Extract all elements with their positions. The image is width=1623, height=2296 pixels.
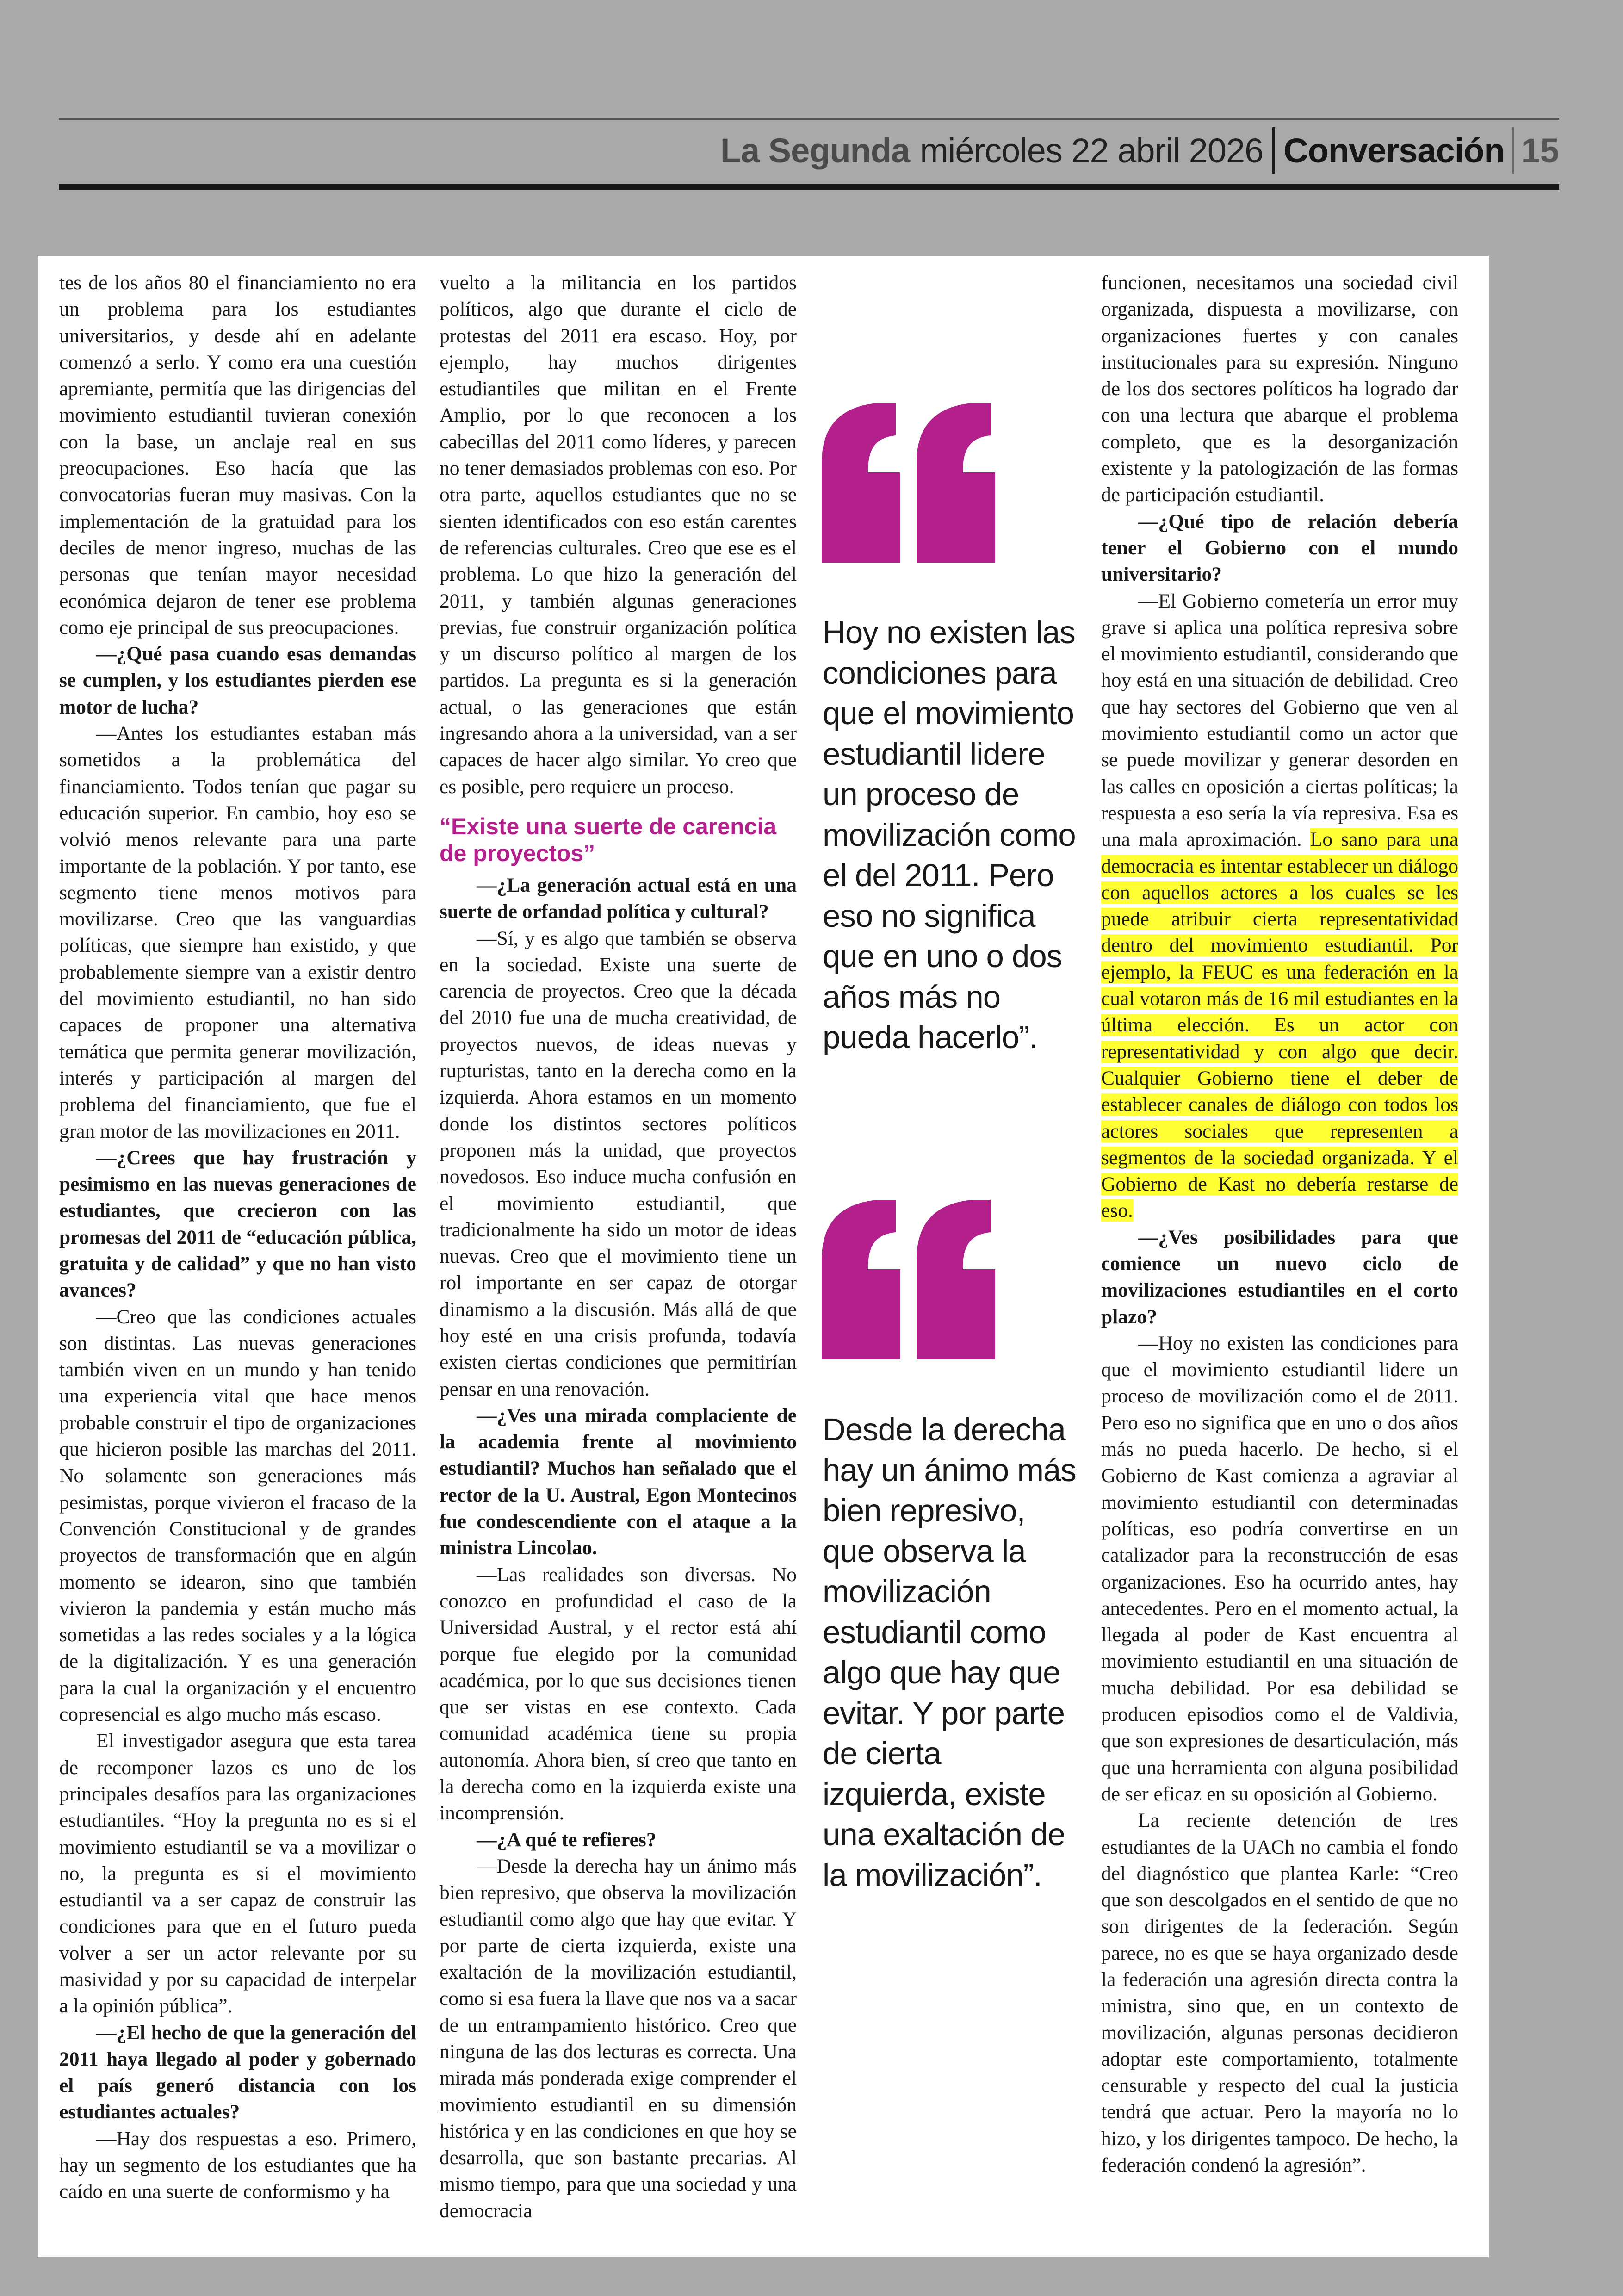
article-page	[38, 256, 1489, 2257]
highlighted-passage: Lo sano para una democracia es intentar establecer un diálogo con aquellos actores a los cuales se les puede atribuir cierta representatividad dentro del movimiento estudiantil. Por ejemplo, la FEUC es una federación en la cual votaron más de 16 mil estudiantes en la última elección. Es un actor con representatividad y con algo que decir. Cualquier Gobierno tiene el deber de establecer canales de diálogo con todos los actores sociales que representen a segmentos de la sociedad organizada. Y el Gobierno de Kast no debería restarse de eso.	[1101, 828, 1459, 1222]
body-paragraph: funcionen, necesitamos una sociedad civil organizada, dispuesta a movilizarse, con organizaciones fuertes y con canales institucionales para su expresión. Ninguno de los dos sectores políticos ha logrado dar con una lectura que abarque el problema completo, que es la desorganización existente y la patologización de las formas de participación estudiantil.	[1101, 272, 1458, 506]
publication-date: miércoles 22 abril 2026	[920, 131, 1264, 170]
page-number: 15	[1521, 131, 1559, 170]
masthead-divider-page	[1512, 127, 1514, 174]
interview-question: —¿Ves posibilidades para que comience un nuevo ciclo de movilizaciones estudiantiles en el corto plazo?	[1101, 1226, 1458, 1328]
pull-quote-2: Desde la derecha hay un ánimo más bien represivo, que observa la movilización estudiantil como algo que hay que evitar. Y por parte de cierta izquierda, existe una exaltación de la movilización”.	[823, 1412, 1076, 1893]
body-paragraph: —Desde la derecha hay un ánimo más bien represivo, que observa la movilización estudiantil como algo que hay que evitar. Y por parte de cierta izquierda, existe una exaltación de la movilización estudiantil, como si esa fuera la llave que nos va a sacar de un entrampamiento histórico. Creo que ninguna de las dos lecturas es correcta. Una mirada más ponderada exige comprender el movimiento estudiantil en su dimensión histórica y en las condiciones en que hoy se desarrolla, que son bastante precarias. Al mismo tiempo, para que una sociedad y una democracia	[440, 1855, 797, 2222]
masthead-divider	[1272, 127, 1275, 174]
body-paragraph: —Creo que las condiciones actuales son distintas. Las nuevas generaciones también viven en un mundo y han tenido una experiencia vital que hace menos probable construir el tipo de organizaciones que hicieron posible las marchas del 2011. No solamente son generaciones más pesimistas, porque vivieron el fracaso de la Convención Constitucional y de grandes proyectos de transformación que en algún momento se idearon, sino que también vivieron la pandemia y están mucho más sometidas a las redes sociales y a la lógica de la digitalización. Y es una generación para la cual la organización y el encuentro copresencial es algo mucho más escaso.	[59, 1305, 416, 1726]
column-2-body	[440, 872, 797, 2224]
interview-question: —¿El hecho de que la generación del 2011 haya llegado al poder y gobernado el país generó distancia con los estudiantes actuales?	[59, 2021, 416, 2123]
interview-question: —¿Crees que hay frustración y pesimismo en las nuevas generaciones de estudiantes, que crecieron con las promesas del 2011 de “educación pública, gratuita y de calidad” y que no han visto avances?	[59, 1146, 416, 1302]
section-name: Conversación	[1283, 131, 1505, 170]
interview-question: —¿Ves una mirada complaciente de la academia frente al movimiento estudiantil? Muchos han señalado que el rector de la U. Austral, Egon Montecinos fue condescendiente con el ataque a la ministra Lincolao.	[440, 1404, 797, 1559]
header-rule-bottom	[59, 184, 1559, 190]
body-paragraph: —Sí, y es algo que también se observa en la sociedad. Existe una suerte de carencia de proyectos. Creo que la década del 2010 fue una de mucha creatividad, de proyectos nuevos, de ideas nuevas y rupturistas, tanto en la derecha como en la izquierda. Ahora estamos en un momento donde los distintos sectores políticos proponen más la unidad, que proyectos novedosos. Eso induce mucha confusión en el movimiento estudiantil, que tradicionalmente ha sido un motor de ideas nuevas. Creo que el movimiento tiene un rol importante en ser capaz de otorgar dinamismo a la discusión. Más allá de que hoy esté en una crisis profunda, todavía existen ciertas condiciones que permitirían pensar en una renovación.	[440, 927, 797, 1400]
column-4-intro	[1101, 270, 1458, 588]
body-paragraph: tes de los años 80 el financiamiento no era un problema para los estudiantes universitarios, y desde ahí en adelante comenzó a serlo. Y como era una cuestión apremiante, permitía que las dirigencias del movimiento estudiantil tuvieran conexión con la base, un anclaje real en sus preocupaciones. Eso hacía que las convocatorias fueran muy masivas. Con la implementación de la gratuidad para los deciles de menor ingreso, muchas de las personas que tenían mayor necesidad económica dejaron de tener ese problema como eje principal de sus preocupaciones.	[59, 272, 416, 639]
masthead	[59, 121, 1559, 180]
paragraph-text: —El Gobierno cometería un error muy grave si aplica una política represiva sobre el movimiento estudiantil, considerando que hoy está en una situación de debilidad. Creo que hay sectores del Gobierno que ven al movimiento estudiantil como un actor que se puede movilizar y generar desorden en las calles en oposición a ciertas políticas; la respuesta a eso sería la vía represiva. Esa es una mala aproximación.	[1101, 590, 1458, 851]
body-paragraph: —Las realidades son diversas. No conozco en profundidad el caso de la Universidad Austral, y el rector está ahí porque fue elegido por la comunidad académica, por lo que sus decisiones tienen que ser vistas en ese contexto. Cada comunidad académica tiene su propia autonomía. Ahora bien, sí creo que tanto en la derecha como en la izquierda existe una incomprensión.	[440, 1563, 797, 1824]
quote-mark-icon	[822, 1200, 997, 1359]
body-paragraph: —Hoy no existen las condiciones para que el movimiento estudiantil lidere un proceso de movilización como el de 2011. Pero eso no significa que en uno o dos años más no pueda hacerlo. De hecho, si el Gobierno de Kast comienza a agraviar al movimiento estudiantil con determinadas políticas, eso podría convertirse en un catalizador para la reconstrucción de esas organizaciones. Eso ha ocurrido antes, hay antecedentes. Pero en el momento actual, la llegada al poder de Kast encuentra al movimiento estudiantil en una situación de mucha debilidad. Por esa debilidad se producen episodios como el de Valdivia, que son expresiones de desarticulación, más que una herramienta con alguna posibilidad de ser eficaz en su oposición al Gobierno.	[1101, 1332, 1458, 1805]
body-paragraph-highlighted	[1101, 588, 1458, 1224]
interview-question: —¿La generación actual está en una suerte de orfandad política y cultural?	[440, 874, 797, 923]
article-column-1	[59, 270, 416, 2205]
article-column-2	[440, 270, 797, 2224]
quote-mark-icon	[822, 403, 997, 563]
interview-question: —¿Qué pasa cuando esas demandas se cumplen, y los estudiantes pierden ese motor de lucha?	[59, 643, 416, 718]
column-4-body	[1101, 1224, 1458, 2179]
body-paragraph: La reciente detención de tres estudiantes de la UACh no cambia el fondo del diagnóstico que plantea Karle: “Creo que son descolgados en el sentido de que no son dirigentes de la federación. Según parece, no es que se haya organizado desde la federación una agresión directa contra la ministra, sino que, en un contexto de movilización, algunas personas decidieron adoptar este comportamiento, totalmente censurable y respecto del cual la justicia tendrá que actuar. Pero la mayoría no lo hizo, y los dirigentes tampoco. De hecho, la federación condenó la agresión”.	[1101, 1809, 1458, 2177]
body-paragraph: vuelto a la militancia en los partidos políticos, algo que durante el ciclo de protestas del 2011 era escaso. Hoy, por ejemplo, hay muchos dirigentes estudiantiles que militan en el Frente Amplio, por lo que reconocen a los cabecillas del 2011 como líderes, y parecen no tener demasiados problemas con eso. Por otra parte, aquellos estudiantes que no se sienten identificados con eso están carentes de referencias culturales. Creo que ese es el problema. Lo que hizo la generación del 2011, y también algunas generaciones previas, fue construir organización política y un discurso político al margen de los partidos. La pregunta es si la generación actual, o las generaciones que están ingresando ahora a la universidad, van a ser capaces de hacer algo similar. Yo creo que es posible, pero requiere un proceso.	[440, 272, 797, 798]
interview-question: —¿Qué tipo de relación debería tener el Gobierno con el mundo universitario?	[1101, 510, 1458, 586]
pull-quote-1: Hoy no existen las condiciones para que el movimiento estudiantil lidere un proceso de movilización como el del 2011. Pero eso no significa que en uno o dos años más no pueda hacerlo”.	[823, 614, 1076, 1055]
body-paragraph: —Antes los estudiantes estaban más sometidos a la problemática del financiamiento. Todos tenían que pagar su educación superior. En cambio, hoy eso se volvió menos relevante para una parte importante de la población. Y por tanto, ese segmento tiene menos motivos para movilizarse. Creo que las vanguardias políticas, que siempre han existido, y que probablemente siempre van a existir dentro del movimiento estudiantil, no han sido capaces de proponer una alternativa temática que permita generar movilización, interés y participación al margen del problema del financiamiento, que fue el gran motor de las movilizaciones en 2011.	[59, 722, 416, 1142]
interview-question: —¿A qué te refieres?	[477, 1828, 657, 1851]
header-rule-top	[59, 118, 1559, 120]
article-column-4	[1101, 270, 1458, 2178]
body-paragraph: El investigador asegura que esta tarea de recomponer lazos es uno de los principales desafíos para las organizaciones estudiantiles. “Hoy la pregunta no es si el movimiento estudiantil se va a movilizar o no, la pregunta es si el movimiento estudiantil va a ser capaz de construir las condiciones para que en el futuro pueda volver a ser un actor relevante por su masividad y por su capacidad de interpelar a la opinión pública”.	[59, 1730, 416, 2017]
section-subheading: “Existe una suerte de carencia de proyectos”	[440, 813, 777, 866]
column-2-intro	[440, 270, 797, 800]
body-paragraph: —Hay dos respuestas a eso. Primero, hay un segmento de los estudiantes que ha caído en una suerte de conformismo y ha	[59, 2127, 416, 2203]
publication-name: La Segunda	[720, 131, 910, 170]
